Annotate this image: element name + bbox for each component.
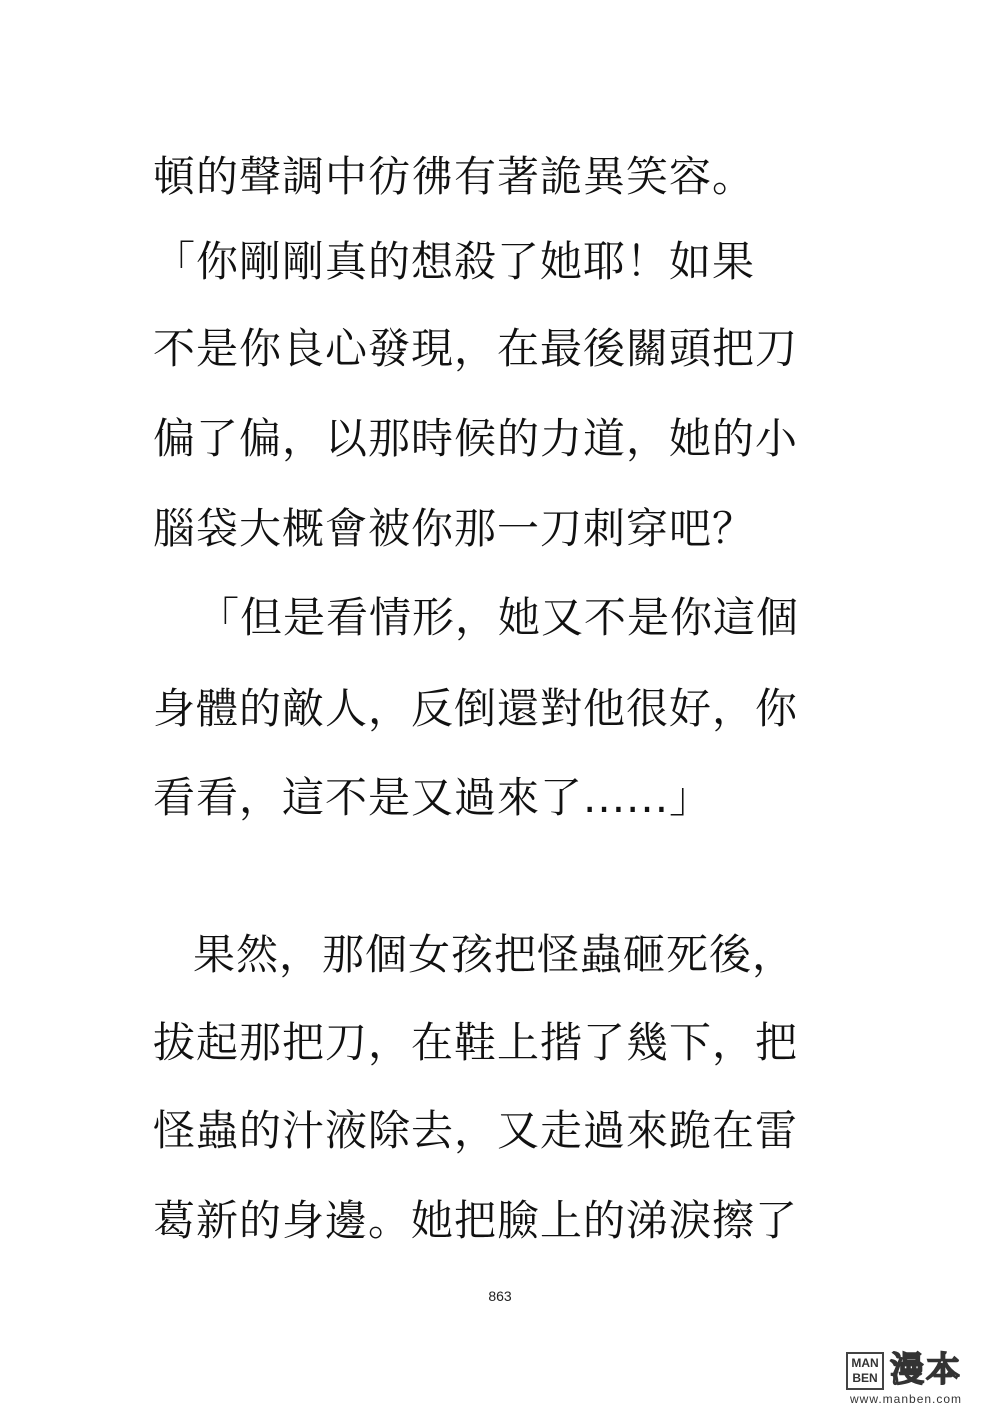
watermark-url: www.manben.com bbox=[850, 1392, 963, 1406]
page-number: 863 bbox=[488, 1288, 512, 1304]
text-line: 偏了偏，以那時候的力道，她的小 bbox=[153, 414, 799, 463]
text-line: 頓的聲調中彷彿有著詭異笑容。 bbox=[153, 152, 756, 201]
text-line: 腦袋大概會被你那一刀刺穿吧？ bbox=[153, 504, 756, 553]
text-line: 果然，那個女孩把怪蟲砸死後， bbox=[193, 930, 796, 979]
text-line: 「但是看情形，她又不是你這個 bbox=[197, 593, 800, 642]
watermark-logo: MAN BEN bbox=[846, 1352, 884, 1390]
watermark bbox=[846, 1350, 986, 1405]
text-line: 拔起那把刀，在鞋上揩了幾下，把 bbox=[153, 1018, 799, 1067]
text-line: 葛新的身邊。她把臉上的涕淚擦了 bbox=[153, 1196, 799, 1245]
text-line: 身體的敵人，反倒還對他很好，你 bbox=[153, 684, 799, 733]
text-line: 「你剛剛真的想殺了她耶！如果 bbox=[153, 237, 756, 286]
text-line: 不是你良心發現，在最後關頭把刀 bbox=[153, 324, 799, 373]
text-line: 看看，這不是又過來了......」 bbox=[153, 773, 713, 822]
watermark-name: 漫本 bbox=[890, 1350, 962, 1390]
text-line: 怪蟲的汁液除去，又走過來跪在雷 bbox=[153, 1106, 799, 1155]
